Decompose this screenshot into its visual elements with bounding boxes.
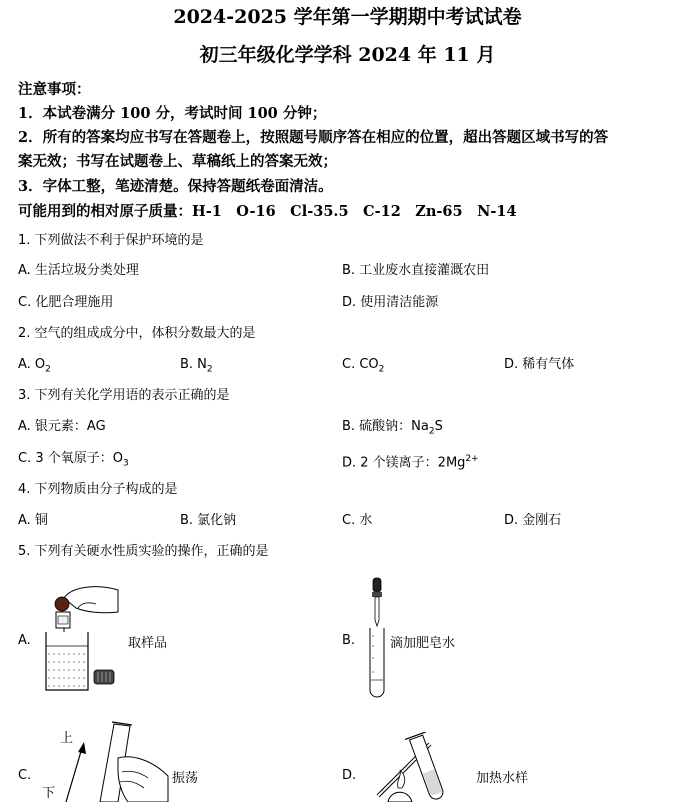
q2-option-b[interactable]: B. $N_2$ [180, 357, 213, 375]
q5-option-d-caption: 加热水样 [476, 771, 529, 786]
shake-tube-figure [56, 718, 170, 802]
heat-water-figure [368, 732, 468, 802]
q5-option-c-letter[interactable]: C. [18, 768, 32, 783]
question-5-stem: 5. 下列有关硬水性质实验的操作，正确的是 [18, 544, 269, 559]
label-down: 下 [42, 786, 56, 801]
notice-item-1: 1．本试卷满分 100 分，考试时间 100 分钟； [18, 105, 327, 122]
notice-item-2: 2．所有的答案均应书写在答题卷上，按照题号顺序答在相应的位置，超出答题区域书写的答 [18, 129, 609, 146]
q1-option-d[interactable]: D. 使用清洁能源 [342, 295, 439, 310]
q3-option-b[interactable]: B. 硫酸钠：$Na_2S$ [342, 419, 443, 437]
q5-option-b-letter[interactable]: B. [342, 633, 356, 648]
q2-option-a[interactable]: A. $O_2$ [18, 357, 51, 375]
q4-option-b[interactable]: B. 氯化钠 [180, 513, 237, 528]
notice-heading: 注意事项： [18, 81, 91, 98]
q1-option-b[interactable]: B. 工业废水直接灌溉农田 [342, 263, 490, 278]
q5-option-a-caption: 取样品 [128, 636, 168, 651]
notice-item-2-cont: 案无效；书写在试题卷上、草稿纸上的答案无效； [18, 153, 337, 170]
q1-option-c[interactable]: C. 化肥合理施用 [18, 295, 114, 310]
q4-option-c[interactable]: C. 水 [342, 513, 373, 528]
exam-title: 2024-2025 学年第一学期期中考试试卷 [173, 6, 522, 28]
question-4-stem: 4. 下列物质由分子构成的是 [18, 482, 178, 497]
pour-sample-figure [38, 582, 120, 694]
q3-option-d[interactable]: D. 2 个镁离子：$2Mg^{2+}$ [342, 454, 479, 471]
notice-item-3: 3．字体工整，笔迹清楚。保持答题纸卷面清洁。 [18, 178, 333, 195]
q3-option-c[interactable]: C. 3 个氧原子：$O_3$ [18, 451, 129, 469]
q4-option-a[interactable]: A. 铜 [18, 513, 48, 528]
question-1-stem: 1. 下列做法不利于保护环境的是 [18, 233, 204, 248]
dropper-test-tube-figure [362, 576, 392, 700]
question-3-stem: 3. 下列有关化学用语的表示正确的是 [18, 388, 230, 403]
q2-option-c[interactable]: C. $CO_2$ [342, 357, 385, 375]
q4-option-d[interactable]: D. 金刚石 [504, 513, 562, 528]
question-2-stem: 2. 空气的组成成分中，体积分数最大的是 [18, 326, 256, 341]
q5-option-a-letter[interactable]: A. [18, 633, 31, 648]
q2-option-d[interactable]: D. 稀有气体 [504, 357, 575, 372]
q5-option-d-letter[interactable]: D. [342, 768, 357, 783]
q5-option-b-caption: 滴加肥皂水 [390, 636, 456, 651]
q5-option-c-caption: 振荡 [172, 771, 199, 786]
atomic-mass-line: 可能用到的相对原子质量：H-1 O-16 Cl-35.5 C-12 Zn-65 N-14 [18, 203, 517, 220]
exam-subtitle: 初三年级化学学科 2024 年 11 月 [199, 44, 496, 66]
q3-option-a[interactable]: A. 银元素：AG [18, 419, 106, 434]
q1-option-a[interactable]: A. 生活垃圾分类处理 [18, 263, 139, 278]
label-up: 上 [60, 731, 74, 746]
